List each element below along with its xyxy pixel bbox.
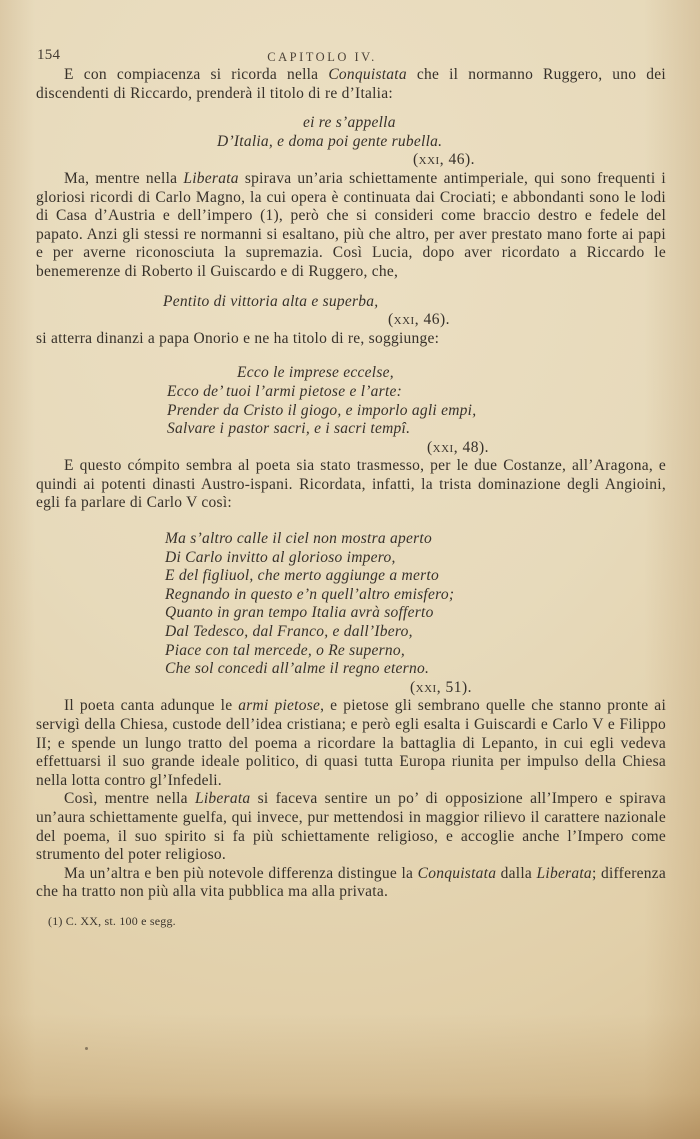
paragraph-6	[36, 790, 666, 864]
paragraph-text: spirava un’aria schiettamente antimperiale, qui sono frequenti i gloriosi ricordi di Carlo Magno, la cui opera è continuata dai Crociati; e abbondanti sono le lodi di Casa d’Austria e dell’impero (1), però che si consideri come braccio destro e fedele del papato. Anzi gli stessi re normanni si esaltano, più che altro, per aver prestato mano forte ai papi e per averne riconosciuta la supremazia. Così Lucia, dopo aver ricordato a Riccardo le benemerenze di Roberto il Guiscardo e di Ruggero, che,	[36, 169, 666, 280]
work-title-italic: Liberata	[183, 169, 239, 187]
verse-citation: (xxi, 51).	[410, 678, 472, 696]
verse-line: D’Italia, e doma poi gente rubella.	[217, 132, 443, 150]
paragraph-2	[36, 170, 666, 282]
paragraph-text: Ma un’altra e ben più notevole differenza distingue la	[64, 864, 418, 882]
work-title-italic: Conquistata	[417, 864, 497, 882]
text-block	[36, 46, 666, 931]
work-title-italic: Conquistata	[328, 66, 407, 83]
verse-quote-2	[36, 293, 666, 330]
verse-line: Pentito di vittoria alta e superba,	[163, 292, 379, 310]
verse-line: Dal Tedesco, dal Franco, e dall’Ibero,	[165, 623, 413, 641]
verse-line: Ecco le imprese eccelse,	[237, 364, 394, 382]
verse-quote-1	[36, 114, 666, 170]
paragraph-text: E questo cómpito sembra al poeta sia stato trasmesso, per le due Costanze, all’Aragona, e quindi ai potenti dinasti Austro-ispani. Ricordata, infatti, la trista dominazione degli Angioini, egli fa parlare di Carlo V così:	[36, 457, 666, 512]
paragraph-text: E con compiacenza si ricorda nella	[64, 66, 329, 83]
paragraph-text: che il normanno Ruggero, uno dei discendenti di Riccardo, prenderà il titolo di re d’Italia:	[36, 66, 666, 102]
verse-line: Quanto in gran tempo Italia avrà sofferto	[165, 604, 434, 622]
verse-line: Di Carlo invitto al glorioso impero,	[165, 548, 396, 566]
work-title-italic: Liberata	[536, 864, 592, 882]
verse-line: Che sol concedi all’alme il regno eterno.	[165, 660, 430, 678]
paragraph-1	[36, 66, 666, 103]
verse-line: Ma s’altro calle il ciel non mostra aperto	[165, 530, 432, 548]
paragraph-5	[36, 697, 666, 790]
verse-line: ei re s’appella	[303, 114, 396, 132]
paragraph-7	[36, 865, 666, 902]
paragraph-text: Ma, mentre nella	[64, 169, 184, 187]
verse-citation: (xxi, 46).	[388, 311, 450, 329]
work-title-italic: Liberata	[194, 790, 251, 808]
paragraph-text: Il poeta canta adunque le	[64, 697, 239, 715]
page-number: 154	[37, 47, 61, 63]
paragraph-text: dalla	[496, 864, 537, 882]
paragraph-text: ; differenza che ha tratto non più alla vita pubblica ma alla privata.	[36, 864, 667, 901]
verse-line: E del figliuol, che merto aggiunge a merto	[165, 567, 439, 585]
paragraph-text: , e pietose gli sembrano quelle che stanno pronte ai servigì della Chiesa, custode dell’idea cristiana; e però egli esalta i Guiscardi e Carlo V e Filippo II; e spende un lungo tratto del poema a ricordare la battaglia di Lepanto, in cui egli vedeva effettuarsi il suo grande ideale politico, di quasi tutta Europa riunita per impulso della Chiesa nella lotta contro gl’Infedeli.	[36, 697, 666, 789]
page-header	[36, 46, 666, 66]
chapter-title: CAPITOLO IV.	[267, 50, 377, 64]
verse-line: Piace con tal mercede, o Re superno,	[165, 641, 405, 659]
paragraph-text: si atterra dinanzi a papa Onorio e ne ha titolo di re, soggiunge:	[36, 329, 440, 347]
key-phrase-italic: armi pietose	[238, 697, 321, 715]
verse-line: Prender da Cristo il giogo, e imporlo agli empi,	[167, 401, 477, 419]
verse-citation: (xxi, 48).	[427, 438, 489, 456]
paragraph-text: Così, mentre nella	[64, 790, 195, 808]
verse-line: Regnando in questo e’n quell’altro emisfero;	[165, 585, 455, 603]
paragraph-4	[36, 457, 666, 513]
paragraph-text: si faceva sentire un po’ di opposizione all’Impero e spirava un’aura schiettamente guelfa, qui invece, pur mettendosi in maggior rilievo il carattere nazionale del poema, il suo spirito si fa più schiettamente religioso, e accoglie anche l’Impero come strumento del poter religioso.	[36, 790, 666, 864]
verse-quote-3	[36, 364, 666, 457]
paragraph-3	[36, 330, 666, 349]
ink-speck-artifact	[85, 1047, 88, 1050]
footnote: (1) C. XX, st. 100 e segg.	[48, 913, 176, 928]
verse-line: Ecco de’ tuoi l’armi pietose e l’arte:	[167, 382, 403, 400]
verse-citation: (xxi, 46).	[413, 151, 475, 169]
verse-line: Salvare i pastor sacri, e i sacri tempî.	[167, 420, 411, 438]
verse-quote-4	[36, 530, 666, 697]
